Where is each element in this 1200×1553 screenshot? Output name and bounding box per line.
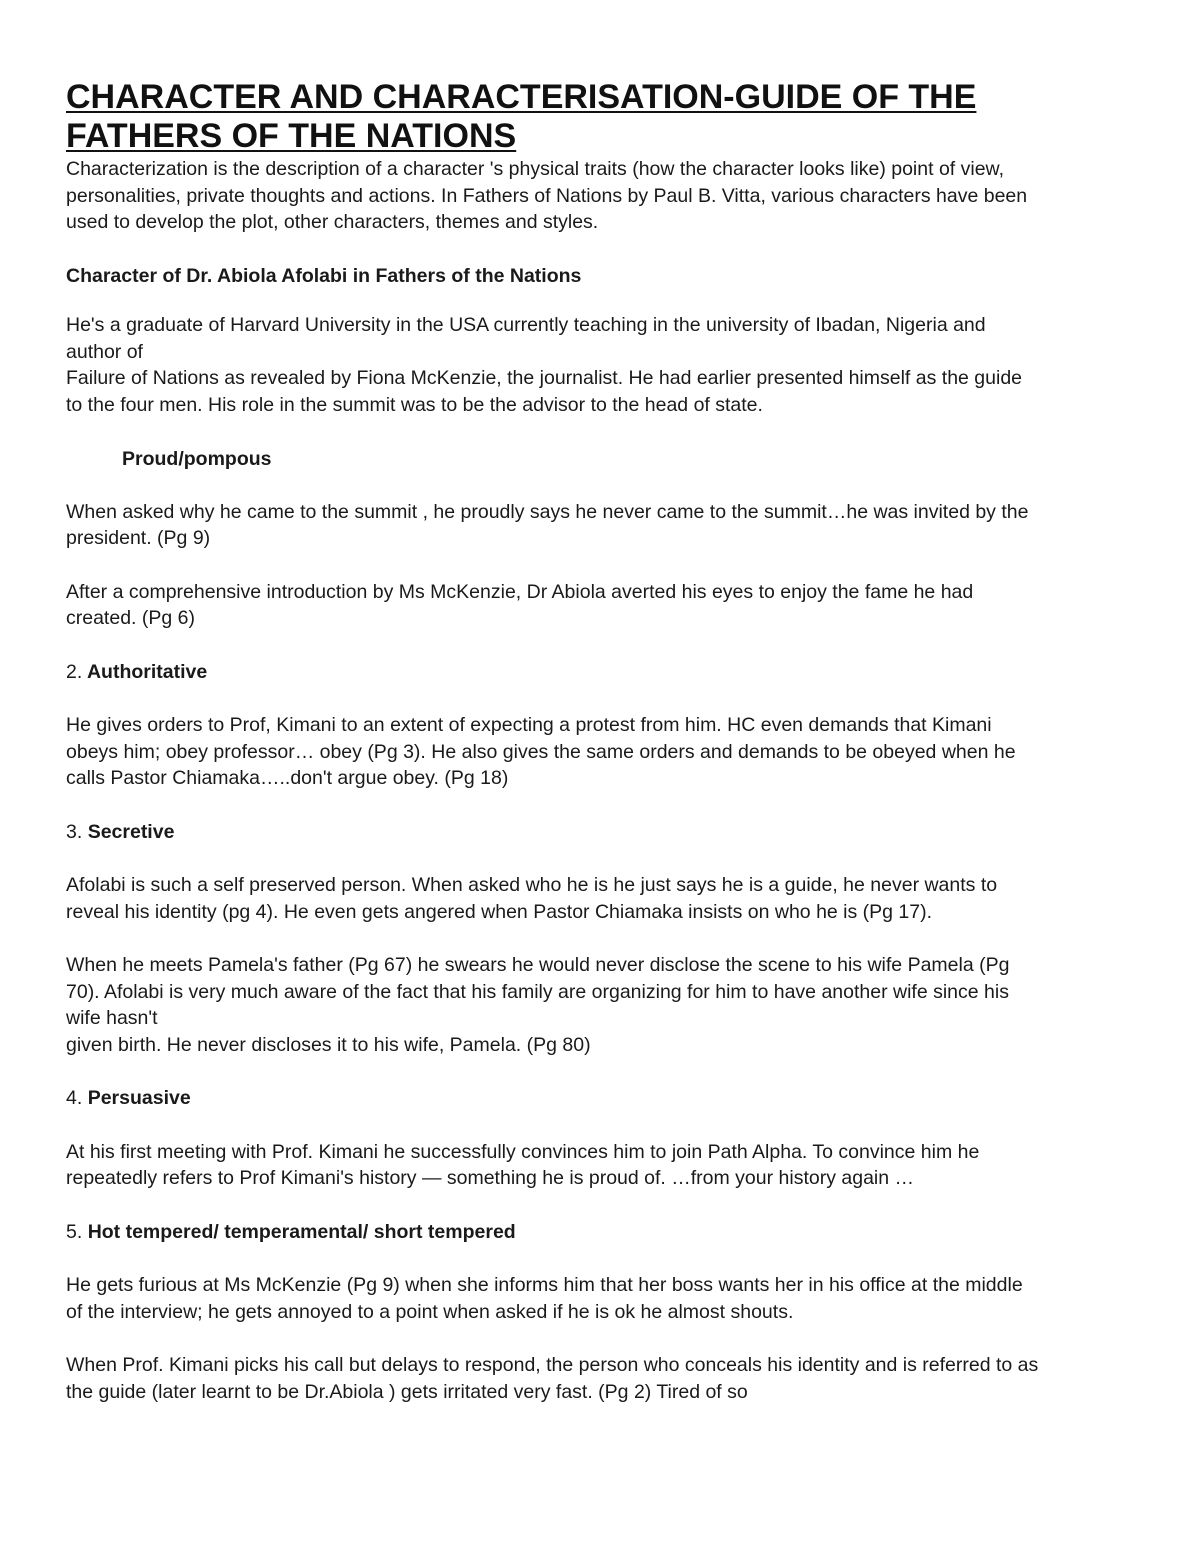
trait-paragraph: When Prof. Kimani picks his call but delays to respond, the person who conceals his identity and is referred to as the guide (later learnt to be Dr.Abiola ) gets irritated very fast. (Pg 2) Tired of so bbox=[66, 1354, 1039, 1403]
trait-heading-authoritative bbox=[66, 659, 1041, 686]
bio-line-1: He's a graduate of Harvard University in the USA currently teaching in the university of Ibadan, Nigeria and author of bbox=[66, 314, 986, 363]
document-page bbox=[66, 78, 1041, 1405]
trait-name: Authoritative bbox=[86, 660, 208, 683]
trait-paragraph: When asked why he came to the summit , he proudly says he never came to the summit…he was invited by the president. (Pg 9) bbox=[66, 500, 1029, 549]
trait-paragraph: After a comprehensive introduction by Ms McKenzie, Dr Abiola averted his eyes to enjoy the fame he had created. (Pg 6) bbox=[66, 580, 974, 629]
intro-paragraph: Characterization is the description of a character 's physical traits (how the character looks like) point of view, personalities, private thoughts and actions. In Fathers of Nations by Paul B. Vitta, various characters have been used to develop the plot, other characters, themes and styles. bbox=[66, 158, 1028, 233]
bio-line-2: Failure of Nations as revealed by Fiona McKenzie, the journalist. He had earlier presented himself as the guide to the four men. His role in the summit was to be the advisor to the head of state. bbox=[66, 367, 1023, 416]
trait-paragraph: At his first meeting with Prof. Kimani he successfully convinces him to join Path Alpha. To convince him he repeatedly refers to Prof Kimani's history — something he is proud of. …from your history again … bbox=[66, 1140, 980, 1189]
trait-paragraph: He gets furious at Ms McKenzie (Pg 9) when she informs him that her boss wants her in his office at the middle of the interview; he gets annoyed to a point when asked if he is ok he almost shouts. bbox=[66, 1274, 1023, 1323]
trait-heading-persuasive bbox=[66, 1085, 1041, 1112]
trait-name: Proud/pompous bbox=[122, 448, 272, 470]
trait-heading-secretive bbox=[66, 819, 1041, 846]
trait-paragraph: When he meets Pamela's father (Pg 67) he swears he would never disclose the scene to his wife Pamela (Pg 70). Afolabi is very much aware of the fact that his family are organizing for him to have another wife since his wife hasn't bbox=[66, 954, 1010, 1029]
trait-paragraph-continuation: given birth. He never discloses it to his wife, Pamela. (Pg 80) bbox=[66, 1033, 591, 1056]
trait-number: 2. bbox=[66, 660, 83, 683]
trait-number: 3. bbox=[66, 820, 83, 843]
trait-name: Secretive bbox=[87, 820, 175, 843]
character-heading: Character of Dr. Abiola Afolabi in Fathers of the Nations bbox=[66, 264, 582, 287]
trait-name: Hot tempered/ temperamental/ short tempered bbox=[87, 1220, 516, 1243]
trait-paragraph: He gives orders to Prof, Kimani to an extent of expecting a protest from him. HC even demands that Kimani obeys him; obey professor… obey (Pg 3). He also gives the same orders and demands to be obeyed when he calls Pastor Chiamaka…..don't argue obey. (Pg 18) bbox=[66, 714, 1016, 789]
trait-number: 5. bbox=[66, 1220, 83, 1243]
trait-heading-hot-tempered bbox=[66, 1219, 1041, 1246]
trait-name: Persuasive bbox=[87, 1087, 191, 1109]
trait-paragraph: Afolabi is such a self preserved person. When asked who he is he just says he is a guide, he never wants to reveal his identity (pg 4). He even gets angered when Pastor Chiamaka insists on who he is (Pg 17). bbox=[66, 874, 998, 923]
trait-heading-proud bbox=[66, 446, 1041, 473]
document-title: CHARACTER AND CHARACTERISATION-GUIDE OF THE FATHERS OF THE NATIONS bbox=[66, 78, 977, 155]
trait-number: 4. bbox=[66, 1087, 83, 1109]
